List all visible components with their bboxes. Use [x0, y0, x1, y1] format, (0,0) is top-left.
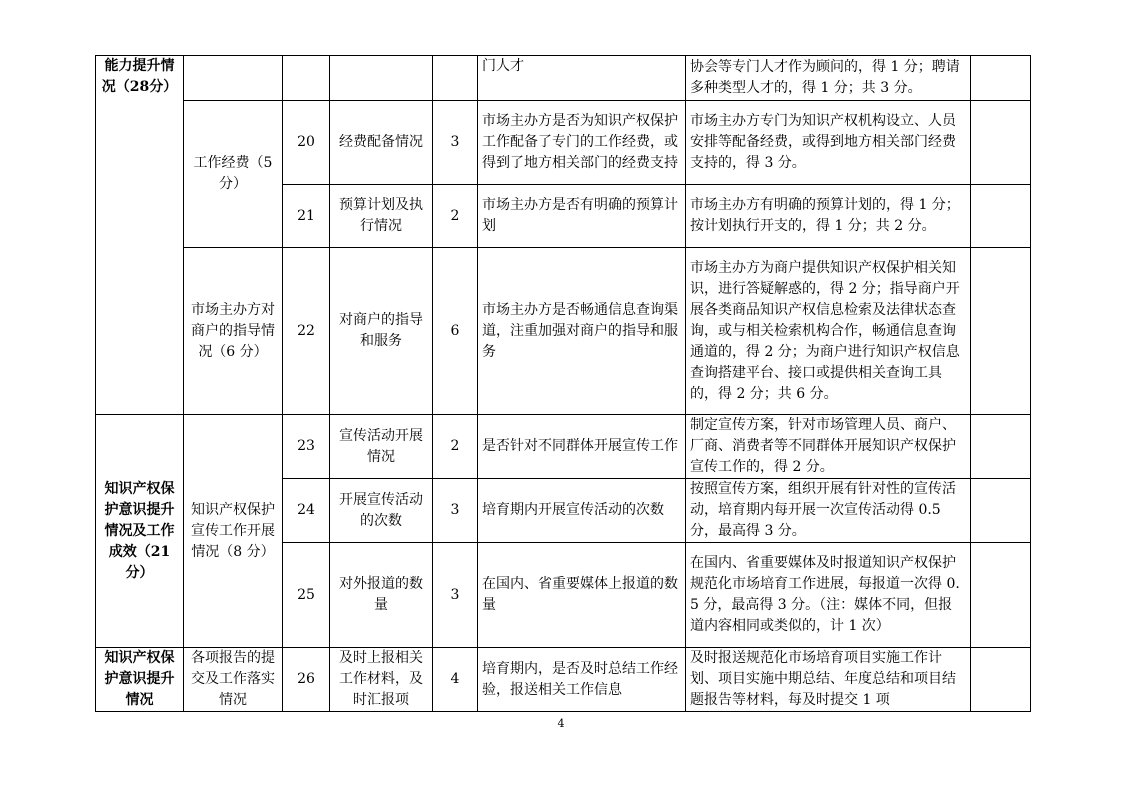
- score-text: 2: [450, 438, 460, 454]
- content-cell: [478, 479, 686, 543]
- score-cell: [433, 415, 478, 479]
- score-cell: [433, 648, 478, 712]
- content-cell: [478, 648, 686, 712]
- content-text: 培育期内，是否及时总结工作经验，报送相关工作信息: [482, 660, 678, 698]
- note-cell: [971, 415, 1031, 479]
- score-cell: [433, 543, 478, 648]
- number-text: 25: [297, 586, 315, 603]
- number-text: 21: [297, 207, 315, 224]
- content-cell: [478, 56, 686, 101]
- criteria-cell: [686, 185, 971, 248]
- number-text: 24: [297, 502, 315, 518]
- content-cell: [478, 543, 686, 648]
- criteria-text: 市场主办方专门为知识产权机构设立、人员安排等配备经费，或得到地方相关部门经费支持的，得 3 分。: [690, 113, 956, 171]
- subitem-cell: [330, 56, 433, 101]
- subitem-text: 开展宣传活动的次数: [339, 491, 423, 529]
- score-text: 6: [450, 322, 460, 339]
- subitem-cell: [330, 648, 433, 712]
- criteria-text: 制定宣传方案，针对市场管理人员、商户、厂商、消费者等不同群体开展知识产权保护宣传工作的，得 2 分。: [690, 417, 956, 475]
- subitem-text: 经费配备情况: [339, 134, 423, 150]
- content-text: 市场主办方是否畅通信息查询渠道，注重加强对商户的指导和服务: [482, 301, 678, 360]
- subitem-text: 宣传活动开展情况: [339, 427, 423, 465]
- number-cell: [283, 648, 330, 712]
- table-row: [96, 248, 1031, 415]
- content-text: 市场主办方是否为知识产权保护工作配备了专门的工作经费，或得到了地方相关部门的经费支持: [482, 113, 678, 171]
- item-name-text: 工作经费（5 分）: [193, 155, 273, 192]
- note-cell: [971, 479, 1031, 543]
- subitem-cell: [330, 185, 433, 248]
- table-row: [96, 56, 1031, 101]
- content-cell: [478, 415, 686, 479]
- subitem-cell: [330, 543, 433, 648]
- category-cell: [96, 56, 184, 415]
- number-cell: [283, 56, 330, 101]
- content-text: 是否针对不同群体开展宣传工作: [482, 438, 678, 454]
- subitem-cell: [330, 101, 433, 185]
- score-cell: [433, 56, 478, 101]
- number-cell: [283, 543, 330, 648]
- criteria-text: 在国内、省重要媒体及时报道知识产权保护规范化市场培育工作进展，每报道一次得 0.5 分，最高得 3 分。（注：媒体不同，但报道内容相同或类似的，计 1 次）: [690, 555, 960, 634]
- criteria-cell: [686, 101, 971, 185]
- number-text: 23: [297, 438, 315, 454]
- note-cell: [971, 248, 1031, 415]
- criteria-text: 协会等专门人才作为顾问的，得 1 分；聘请多种类型人才的，得 1 分；共 3 分。: [690, 59, 960, 96]
- criteria-cell: [686, 543, 971, 648]
- score-text: 4: [450, 671, 460, 687]
- criteria-text: 市场主办方为商户提供知识产权保护相关知识，进行答疑解惑的，得 2 分；指导商户开展各类商品知识产权信息检索及法律状态查询，或与相关检索机构合作，畅通信息查询通道的，得 2 分；为商户进行知识产权信息查询搭建平台、接口或提供相关查询工具的，得 2 分；共 6 分。: [690, 259, 960, 402]
- item-name-cell: [184, 101, 283, 248]
- content-text: 在国内、省重要媒体上报道的数量: [482, 576, 678, 613]
- criteria-text: 及时报送规范化市场培育项目实施工作计划、项目实施中期总结、年度总结和项目结题报告等材料，每及时提交 1 项: [690, 650, 956, 708]
- subitem-text: 对商户的指导和服务: [339, 312, 423, 349]
- criteria-cell: [686, 56, 971, 101]
- criteria-cell: [686, 648, 971, 712]
- number-cell: [283, 479, 330, 543]
- subitem-text: 预算计划及执行情况: [339, 197, 423, 234]
- number-cell: [283, 248, 330, 415]
- item-name-cell: [184, 248, 283, 415]
- item-name-text: 知识产权保护宣传工作开展情况（8 分）: [191, 501, 275, 560]
- category-label: 知识产权保护意识提升情况及工作成效（21分）: [104, 480, 175, 581]
- content-text: 市场主办方是否有明确的预算计划: [482, 197, 678, 234]
- note-cell: [971, 185, 1031, 248]
- note-cell: [971, 101, 1031, 185]
- criteria-cell: [686, 248, 971, 415]
- note-cell: [971, 543, 1031, 648]
- category-cell: [96, 648, 184, 712]
- number-text: 22: [297, 322, 315, 339]
- score-text: 3: [450, 586, 460, 603]
- score-cell: [433, 185, 478, 248]
- content-cell: [478, 185, 686, 248]
- page-number: 4: [557, 717, 565, 730]
- criteria-text: 市场主办方有明确的预算计划的，得 1 分；按计划执行开支的，得 1 分；共 2 分。: [690, 197, 960, 234]
- category-label: 知识产权保护意识提升情况: [104, 650, 175, 708]
- item-name-text: 各项报告的提交及工作落实情况: [191, 650, 275, 708]
- criteria-cell: [686, 479, 971, 543]
- subitem-cell: [330, 248, 433, 415]
- score-text: 2: [450, 207, 460, 224]
- subitem-text: 对外报道的数量: [339, 576, 423, 613]
- subitem-cell: [330, 415, 433, 479]
- score-text: 3: [450, 502, 460, 518]
- table-row: [96, 101, 1031, 185]
- item-name-cell: [184, 56, 283, 101]
- note-cell: [971, 648, 1031, 712]
- number-text: 20: [297, 134, 315, 150]
- number-cell: [283, 101, 330, 185]
- item-name-cell: [184, 648, 283, 712]
- subitem-text: 及时上报相关工作材料，及时汇报项: [339, 650, 423, 708]
- table-row: [96, 415, 1031, 479]
- number-text: 26: [297, 671, 315, 687]
- criteria-text: 按照宣传方案，组织开展有针对性的宣传活动，培育期内每开展一次宣传活动得 0.5 分，最高得 3 分。: [690, 481, 956, 539]
- content-cell: [478, 101, 686, 185]
- evaluation-table: [95, 55, 1031, 712]
- item-name-cell: [184, 415, 283, 648]
- subitem-cell: [330, 479, 433, 543]
- item-name-text: 市场主办方对商户的指导情况（6 分）: [191, 301, 275, 360]
- category-label: 能力提升情况（28分）: [101, 58, 178, 95]
- content-text: 培育期内开展宣传活动的次数: [482, 502, 664, 518]
- number-cell: [283, 185, 330, 248]
- score-cell: [433, 248, 478, 415]
- note-cell: [971, 56, 1031, 101]
- content-text: 门人才: [482, 58, 524, 74]
- category-cell: [96, 415, 184, 648]
- content-cell: [478, 248, 686, 415]
- criteria-cell: [686, 415, 971, 479]
- score-text: 3: [450, 134, 460, 150]
- number-cell: [283, 415, 330, 479]
- table-row: [96, 648, 1031, 712]
- score-cell: [433, 101, 478, 185]
- score-cell: [433, 479, 478, 543]
